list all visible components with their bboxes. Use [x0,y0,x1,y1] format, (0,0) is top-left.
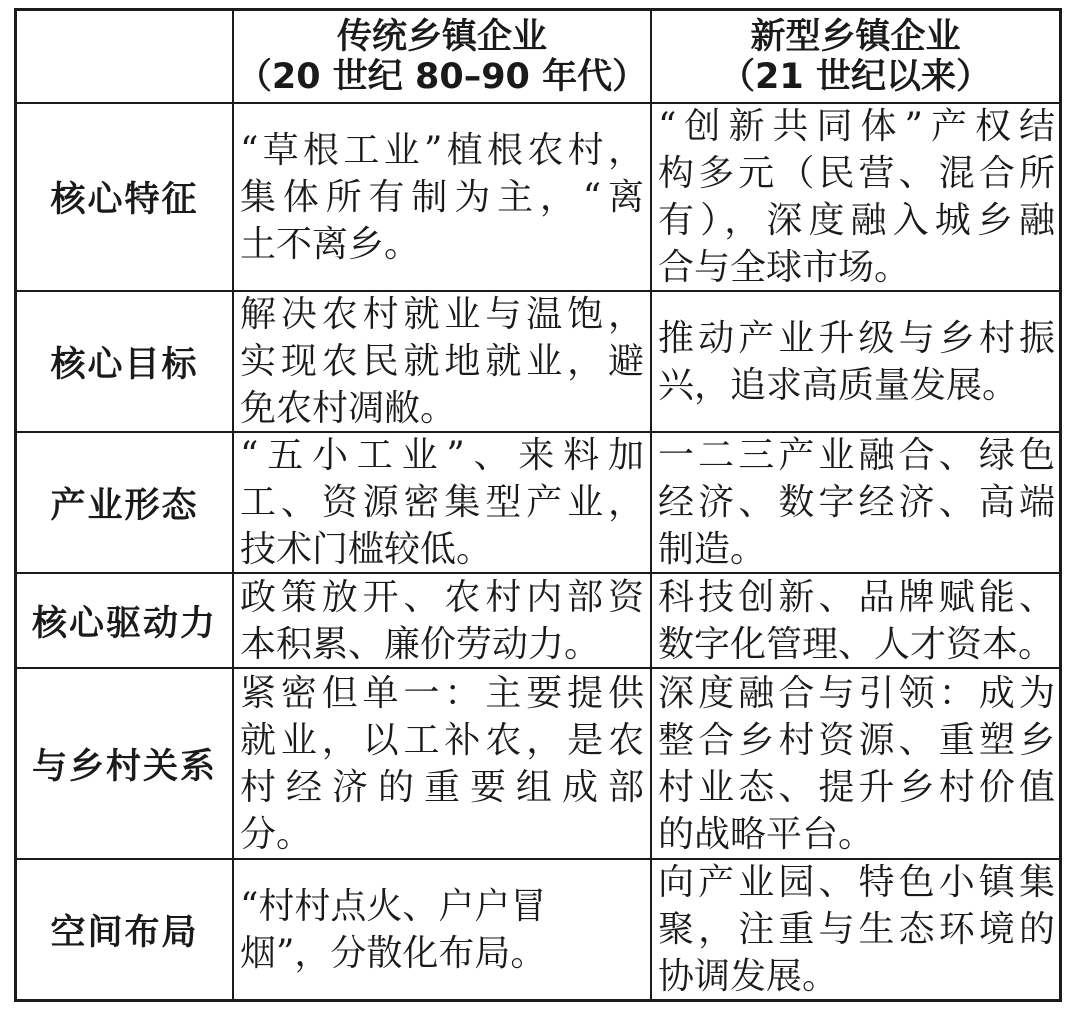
row-label: 核心特征 [17,104,234,292]
cell-line: 兴，追求高质量发展。 [658,364,1019,406]
cell-new [652,860,1059,999]
cell-line: 免农村凋敝。 [240,388,457,429]
cell-new [652,104,1059,292]
cell-line: 集体所有制为主，“离 [240,176,644,218]
cell-line: 村业态、提升乡村价值 [658,766,1055,808]
cell-line: 紧密但单一：主要提供 [240,672,644,714]
comparison-table [14,8,1062,1002]
cell-line: 向产业园、特色小镇集 [658,862,1055,903]
cell-line: 聚，注重与生态环境的 [658,909,1055,950]
cell-line: 技术门槛较低。 [240,529,493,570]
row-label: 核心目标 [17,292,234,433]
cell-traditional [234,433,652,574]
cell-line: 烟”，分散化布局。 [240,932,547,974]
cell-line: 协调发展。 [658,956,839,997]
cell-new [652,292,1059,433]
cell-line: 本积累、廉价劳动力。 [240,623,601,665]
cell-line: 一二三产业融合、绿色 [658,435,1055,476]
cell-line: 政策放开、农村内部资 [240,576,644,618]
cell-traditional [234,292,652,433]
cell-new [652,669,1059,860]
cell-line: 的战略平台。 [658,813,875,855]
cell-traditional [234,104,652,292]
row-label: 空间布局 [17,860,234,999]
cell-traditional [234,574,652,669]
header-corner-cell [17,11,234,104]
cell-line: 分。 [240,813,313,855]
cell-line: 解决农村就业与温饱， [240,294,644,335]
header-new-cell [652,11,1059,104]
cell-new [652,574,1059,669]
cell-line: 数字化管理、人才资本。 [658,623,1055,665]
cell-line: 土不离乡。 [240,223,421,265]
cell-line: 有），深度融入城乡融 [658,200,1055,241]
cell-line: 村经济的重要组成部 [240,766,644,808]
row-label: 与乡村关系 [17,669,234,860]
cell-line: 合与全球市场。 [658,247,911,288]
cell-traditional [234,669,652,860]
cell-line: “创新共同体”产权结 [658,106,1055,147]
cell-line: “村村点火、户户冒 [240,885,547,927]
cell-line: 就业，以工补农，是农 [240,719,644,761]
cell-line: 推动产业升级与乡村振 [658,317,1055,359]
cell-line: 科技创新、品牌赋能、 [658,576,1055,618]
cell-line: 经济、数字经济、高端 [658,482,1055,523]
header-traditional-subtitle: （20 世纪 80–90 年代） [236,56,648,97]
header-traditional-cell [234,11,652,104]
header-new-subtitle: （21 世纪以来） [720,56,991,97]
cell-line: 制造。 [658,529,767,570]
header-traditional-title: 传统乡镇企业 [336,16,547,57]
cell-line: 构多元（民营、混合所 [658,153,1055,194]
cell-line: “草根工业”植根农村， [240,129,644,171]
cell-line: “五小工业”、来料加 [240,435,644,476]
cell-line: 工、资源密集型产业， [240,482,644,523]
header-new-title: 新型乡镇企业 [750,16,961,57]
cell-traditional [234,860,652,999]
row-label: 产业形态 [17,433,234,574]
cell-line: 深度融合与引领：成为 [658,672,1055,714]
cell-new [652,433,1059,574]
cell-line: 实现农民就地就业，避 [240,341,644,382]
cell-line: 整合乡村资源、重塑乡 [658,719,1055,761]
row-label: 核心驱动力 [17,574,234,669]
